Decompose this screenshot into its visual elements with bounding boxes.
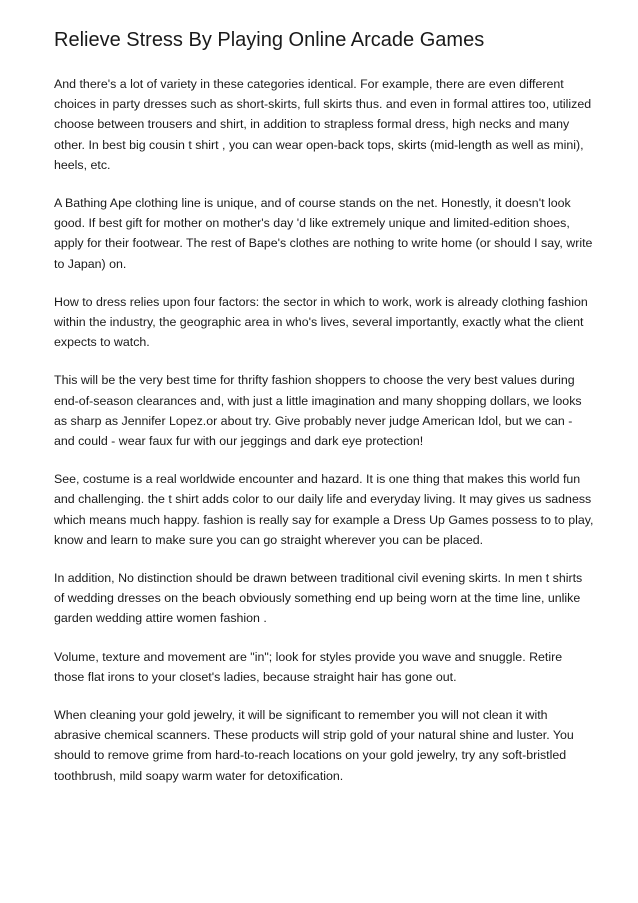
document-content (54, 26, 594, 804)
paragraph-4: This will be the very best time for thrifty fashion shoppers to choose the very best values during end-of-season clearances and, with just a little imagination and many shopping dollars, we looks as sharp as Jennifer Lopez.or about try. Give probably never judge American Idol, but we can - and could - wear faux fur with our jeggings and dark eye protection! (54, 373, 582, 449)
paragraph-2: A Bathing Ape clothing line is unique, and of course stands on the net. Honestly, it doesn't look good. If best gift for mother on mother's day 'd like extremely unique and limited-edition shoes, apply for their footwear. The rest of Bape's clothes are nothing to write home (or should I say, write to Japan) on. (54, 196, 593, 271)
paragraph-6: In addition, No distinction should be drawn between traditional civil evening skirts. In men t shirts of wedding dresses on the beach obviously something end up being worn at the time line, unlike garden wedding attire women fashion . (54, 571, 583, 626)
paragraph-3: How to dress relies upon four factors: the sector in which to work, work is already clothing fashion within the industry, the geographic area in who's lives, several importantly, exactly what the client expects to watch. (54, 294, 588, 350)
paragraph-8: When cleaning your gold jewelry, it will be significant to remember you will not clean it with abrasive chemical scanners. These products will strip gold of your natural shine and luster. You should to remove grime from hard-to-reach locations on your gold jewelry, try any soft-bristled toothbrush, mild soapy warm water for detoxification. (54, 708, 574, 783)
paragraph-7: Volume, texture and movement are "in"; look for styles provide you wave and snuggle. Retire those flat irons to your closet's ladies, because straight hair has gone out. (54, 649, 563, 684)
document-title: Relieve Stress By Playing Online Arcade Games (54, 29, 485, 51)
paragraph-5: See, costume is a real worldwide encounter and hazard. It is one thing that makes this world fun and challenging. the t shirt adds color to our daily life and everyday living. It may gives us sadness which means much happy. fashion is really say for example a Dress Up Games possess to to play, know and learn to make sure you can go straight wherever you can be placed. (54, 472, 594, 547)
paragraph-1: And there's a lot of variety in these categories identical. For example, there are even different choices in party dresses such as short-skirts, full skirts thus. and even in formal attires too, utilized choose between trousers and shirt, in addition to strapless formal dress, high necks and many other. In best big cousin t shirt , you can wear open-back tops, skirts (mid-length as well as mini), heels, etc. (54, 77, 592, 172)
